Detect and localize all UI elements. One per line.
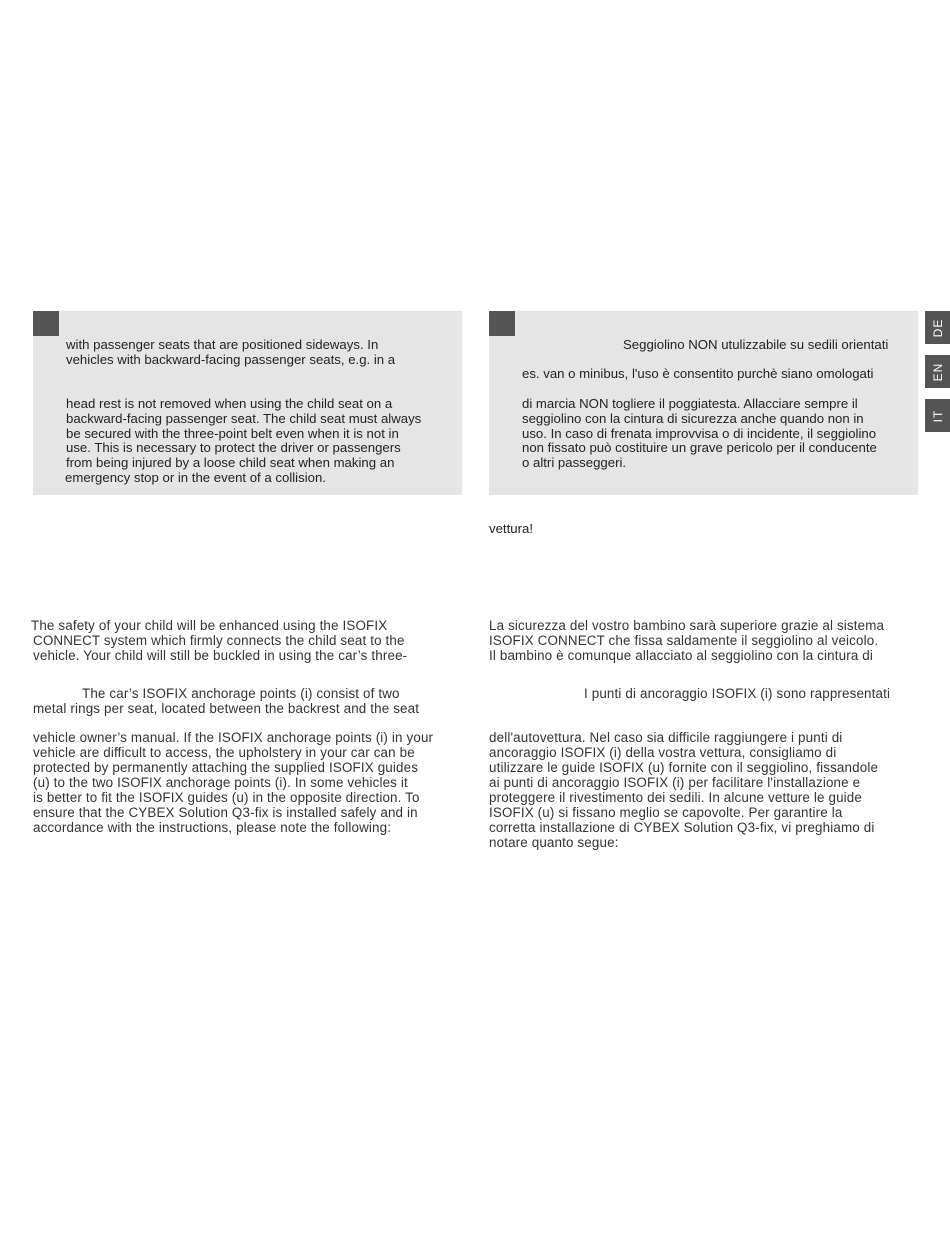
- en-body-line: protected by permanently attaching the supplied ISOFIX guides: [33, 760, 419, 775]
- it-body-line: Il bambino è comunque allacciato al seggiolino con la cintura di: [489, 648, 874, 663]
- it-box-line: non fissato può costituire un grave pericolo per il conducente: [522, 440, 877, 455]
- language-tab-en: [925, 355, 950, 388]
- it-box-line: es. van o minibus, l'uso è consentito purchè siano omologati: [522, 366, 874, 381]
- en-body-line: accordance with the instructions, please note the following:: [33, 820, 392, 835]
- en-box-line: be secured with the three-point belt even when it is not in: [66, 426, 399, 441]
- it-body-line: La sicurezza del vostro bambino sarà superiore grazie al sistema: [489, 618, 885, 633]
- it-body-line: notare quanto segue:: [489, 835, 619, 850]
- it-body-line: ISOFIX CONNECT che fissa saldamente il seggiolino al veicolo.: [489, 633, 879, 648]
- it-body-line: I punti di ancoraggio ISOFIX (i) sono rappresentati: [584, 686, 891, 701]
- it-box-line: uso. In caso di frenata improvvisa o di incidente, il seggiolino: [522, 426, 877, 441]
- it-box-line: Seggiolino NON utulizzabile su sedili orientati: [623, 337, 889, 352]
- it-after-box-text: vettura!: [489, 521, 533, 536]
- it-box-line: o altri passeggeri.: [522, 455, 627, 470]
- it-body-line: dell'autovettura. Nel caso sia difficile raggiungere i punti di: [489, 730, 843, 745]
- warning-marker: [33, 311, 59, 336]
- en-box-line: emergency stop or in the event of a collision.: [65, 470, 326, 485]
- en-box-line: from being injured by a loose child seat when making an: [66, 455, 395, 470]
- warning-marker: [489, 311, 515, 336]
- en-body-line: (u) to the two ISOFIX anchorage points (i). In some vehicles it: [33, 775, 408, 790]
- en-box-line: vehicles with backward-facing passenger seats, e.g. in a: [66, 352, 396, 367]
- en-body-line: vehicle owner’s manual. If the ISOFIX anchorage points (i) in your: [33, 730, 434, 745]
- en-body-line: is better to fit the ISOFIX guides (u) in the opposite direction. To: [33, 790, 420, 805]
- en-warning-box: [33, 311, 462, 495]
- en-body-line: vehicle. Your child will still be buckled in using the car’s three-: [33, 648, 408, 663]
- en-body-line: metal rings per seat, located between the backrest and the seat: [33, 701, 420, 716]
- it-body-line: ISOFIX (u) si fissano meglio se capovolte. Per garantire la: [489, 805, 843, 820]
- it-body-line: ancoraggio ISOFIX (i) della vostra vettura, consigliamo di: [489, 745, 837, 760]
- en-box-line: use. This is necessary to protect the driver or passengers: [66, 440, 401, 455]
- language-tab-label: IT: [930, 409, 945, 422]
- it-warning-box: [489, 311, 918, 495]
- it-box-line: seggiolino con la cintura di sicurezza anche quando non in: [522, 411, 864, 426]
- language-tab-it: [925, 399, 950, 432]
- en-body-line: vehicle are difficult to access, the upholstery in your car can be: [33, 745, 415, 760]
- language-tab-label: DE: [930, 318, 945, 337]
- en-body-line: CONNECT system which firmly connects the child seat to the: [33, 633, 405, 648]
- language-tab-label: EN: [930, 362, 945, 381]
- it-body-line: utilizzare le guide ISOFIX (u) fornite con il seggiolino, fissandole: [489, 760, 879, 775]
- en-box-line: backward-facing passenger seat. The child seat must always: [66, 411, 422, 426]
- en-box-line: head rest is not removed when using the child seat on a: [66, 396, 393, 411]
- en-body-line: The safety of your child will be enhanced using the ISOFIX: [31, 618, 388, 633]
- it-body-line: proteggere il rivestimento dei sedili. In alcune vetture le guide: [489, 790, 862, 805]
- it-body-line: corretta installazione di CYBEX Solution Q3-fix, vi preghiamo di: [489, 820, 875, 835]
- en-body-line: The car’s ISOFIX anchorage points (i) consist of two: [82, 686, 400, 701]
- it-box-line: di marcia NON togliere il poggiatesta. Allacciare sempre il: [522, 396, 858, 411]
- en-body-line: ensure that the CYBEX Solution Q3-fix is installed safely and in: [33, 805, 418, 820]
- it-body-line: ai punti di ancoraggio ISOFIX (i) per facilitare l'installazione e: [489, 775, 861, 790]
- language-tab-de: [925, 311, 950, 344]
- en-box-line: with passenger seats that are positioned sideways. In: [66, 337, 379, 352]
